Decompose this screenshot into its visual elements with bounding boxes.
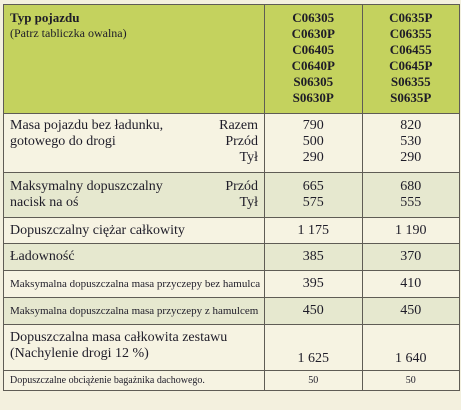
- model-code: C06455: [389, 42, 432, 57]
- row-label-cell: Dopuszczalne obciążenie bagażnika dachowego.: [4, 371, 265, 391]
- value-cell-col2: 410: [362, 271, 460, 298]
- row-label-cell: [4, 325, 265, 371]
- value: 820: [400, 118, 422, 133]
- value-cell-col1: 1 175: [265, 218, 363, 244]
- row-label-line: gotowego do drogi: [10, 134, 116, 149]
- row-label-line: Masa pojazdu bez ładunku,: [10, 118, 164, 133]
- value-cell-col1: 385: [265, 244, 363, 271]
- row-label-cell: Maksymalna dopuszczalna masa przyczepy z hamulcem: [4, 298, 265, 325]
- value-cell-col2: 1 190: [362, 218, 460, 244]
- sub-label: Przód: [225, 179, 258, 194]
- value-cell-col1: [265, 114, 363, 173]
- sub-label: Razem: [219, 118, 258, 133]
- sub-label: Tył: [239, 195, 258, 210]
- model-code: S06305: [293, 74, 334, 89]
- model-code: C0630P: [291, 26, 335, 41]
- value-cell-col2: 370: [362, 244, 460, 271]
- value: 290: [302, 150, 324, 165]
- model-code: C06355: [389, 26, 432, 41]
- value-cell-col2: [362, 114, 460, 173]
- table-row: [4, 298, 460, 325]
- value: 665: [302, 179, 324, 194]
- table-title: Typ pojazdu: [10, 10, 80, 25]
- header-models-col2: [362, 5, 460, 114]
- model-code: C0645P: [389, 58, 433, 73]
- table-row: [4, 244, 460, 271]
- row-label-line: Dopuszczalna masa całkowita zestawu: [10, 330, 228, 345]
- row-label-cell: Ładowność: [4, 244, 265, 271]
- row-label-line: (Nachylenie drogi 12 %): [10, 346, 149, 361]
- table-row: [4, 173, 460, 218]
- value: 500: [302, 134, 324, 149]
- row-label-cell: [4, 114, 265, 173]
- table-row: [4, 114, 460, 173]
- sub-label: Tył: [239, 150, 258, 165]
- header-label-cell: [4, 5, 265, 114]
- value-cell-col1: 395: [265, 271, 363, 298]
- table-header-row: [4, 5, 460, 114]
- table-subtitle: (Patrz tabliczka owalna): [10, 26, 127, 40]
- value-cell-col2: 1 640: [362, 325, 460, 371]
- row-label-line: Maksymalny dopuszczalny: [10, 179, 163, 194]
- table-row: [4, 325, 460, 371]
- model-code: C06305: [292, 10, 335, 25]
- model-code: S06355: [390, 74, 431, 89]
- model-code: S0630P: [292, 90, 334, 105]
- value: 290: [400, 150, 422, 165]
- model-code: C0640P: [291, 58, 335, 73]
- value: 530: [400, 134, 422, 149]
- sub-label: Przód: [225, 134, 258, 149]
- value: 790: [302, 118, 324, 133]
- table-row: [4, 271, 460, 298]
- header-models-col1: [265, 5, 363, 114]
- model-code: S0635P: [390, 90, 432, 105]
- value: 555: [400, 195, 422, 210]
- row-label-cell: Maksymalna dopuszczalna masa przyczepy bez hamulca: [4, 271, 265, 298]
- value: 575: [302, 195, 324, 210]
- row-label-cell: Dopuszczalny ciężar całkowity: [4, 218, 265, 244]
- value-cell-col2: [362, 173, 460, 218]
- row-label-cell: [4, 173, 265, 218]
- value-cell-col1: 1 625: [265, 325, 363, 371]
- table-row: [4, 371, 460, 391]
- value: 680: [400, 179, 422, 194]
- vehicle-spec-table: [3, 4, 460, 391]
- table-row: [4, 218, 460, 244]
- row-label-line: nacisk na oś: [10, 195, 79, 210]
- value-cell-col2: 450: [362, 298, 460, 325]
- value-cell-col1: [265, 173, 363, 218]
- value-cell-col1: 50: [265, 371, 363, 391]
- value-cell-col1: 450: [265, 298, 363, 325]
- model-code: C0635P: [389, 10, 433, 25]
- value-cell-col2: 50: [362, 371, 460, 391]
- model-code: C06405: [292, 42, 335, 57]
